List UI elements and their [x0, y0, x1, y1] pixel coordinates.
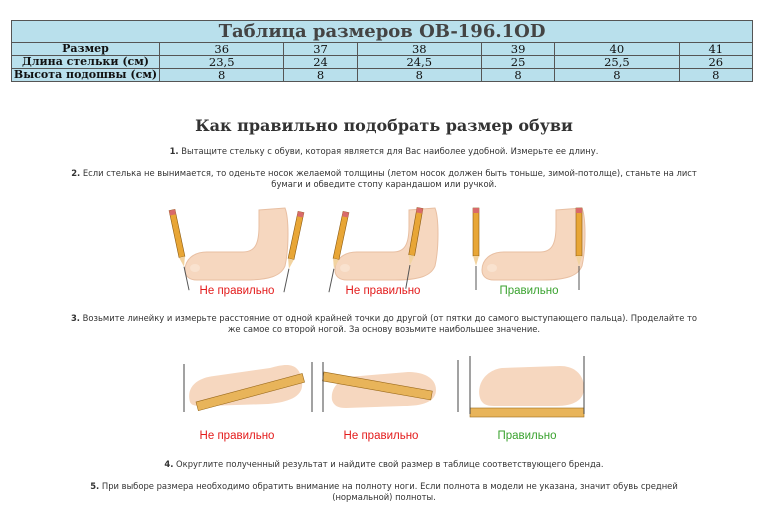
illustration-wrong-1	[169, 208, 304, 293]
step-4	[20, 459, 748, 470]
table-cell: 40	[555, 43, 679, 56]
table-cell: 37	[284, 43, 357, 56]
row-label: Размер	[12, 43, 160, 56]
table-cell: 8	[284, 69, 357, 82]
step-text: Возьмите линейку и измерьте расстояние от одной крайней точки до другой (от пятки до самого выступающего пальца). Проделайте то	[79, 313, 698, 323]
label-right-2: Правильно	[497, 430, 557, 442]
illustration-wrong-4	[322, 360, 458, 412]
step-text: (нормальной) полноты.	[332, 492, 436, 502]
label-right-1: Правильно	[499, 285, 559, 297]
step-number: 3.	[70, 313, 80, 323]
label-wrong-1: Не правильно	[199, 285, 275, 297]
step-text: бумаги и обведите стопу карандашом или ручкой.	[271, 179, 497, 189]
step-text: При выборе размера необходимо обратить внимание на полноту ноги. Если полнота в модели не указана, значит обувь средней	[99, 481, 678, 491]
table-cell: 41	[679, 43, 752, 56]
row-label: Длина стельки (см)	[12, 56, 160, 69]
table-cell: 8	[555, 69, 679, 82]
illustration-wrong-3	[184, 362, 312, 412]
illustration-right-1	[473, 208, 585, 290]
step-number: 5.	[90, 481, 100, 491]
illustration-right-2	[470, 356, 584, 417]
table-cell: 24	[284, 56, 357, 69]
label-wrong-4: Не правильно	[343, 430, 419, 442]
table-cell: 25,5	[555, 56, 679, 69]
label-wrong-3: Не правильно	[199, 430, 275, 442]
table-cell: 25	[482, 56, 555, 69]
table-cell: 8	[357, 69, 481, 82]
table-cell: 23,5	[160, 56, 284, 69]
table-title: Таблица размеров OB-196.1OD	[12, 21, 753, 43]
step-text: Округлите полученный результат и найдите свой размер в таблице соответствующего бренда.	[173, 459, 604, 469]
step-text: Если стелька не вынимается, то оденьте носок желаемой толщины (летом носок должен быть тоньше, зимой-потолще), станьте на лист	[80, 168, 697, 178]
step-3	[20, 313, 748, 335]
table-cell: 39	[482, 43, 555, 56]
table-cell: 8	[482, 69, 555, 82]
illustration-wrong-2	[326, 207, 438, 292]
step-5	[20, 481, 748, 503]
step-number: 4.	[164, 459, 174, 469]
table-cell: 8	[160, 69, 284, 82]
page-heading: Как правильно подобрать размер обуви	[195, 116, 573, 135]
table-cell: 38	[357, 43, 481, 56]
step-text: же самое со второй ногой. За основу возьмите наибольшее значение.	[227, 324, 541, 334]
table-cell: 24,5	[357, 56, 481, 69]
step-number: 1.	[169, 146, 179, 156]
label-wrong-2: Не правильно	[345, 285, 421, 297]
row-label: Высота подошвы (см)	[12, 69, 160, 82]
step-text: Вытащите стельку с обуви, которая является для Вас наиболее удобной. Измерьте ее длину.	[178, 146, 599, 156]
step-number: 2.	[71, 168, 81, 178]
table-cell: 26	[679, 56, 752, 69]
table-cell: 36	[160, 43, 284, 56]
table-cell: 8	[679, 69, 752, 82]
